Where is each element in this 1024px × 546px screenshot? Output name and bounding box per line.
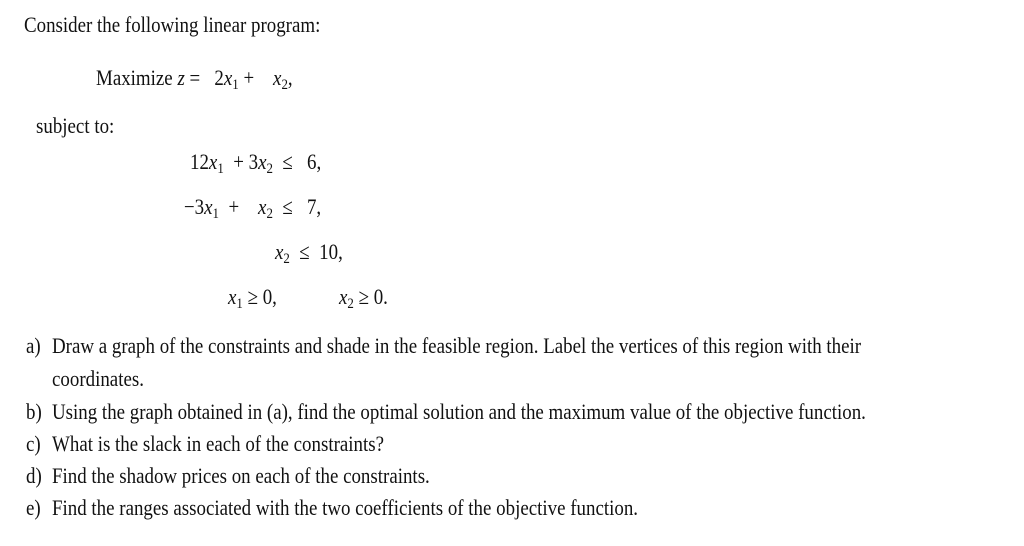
constraint-1-x2: x: [258, 149, 267, 174]
constraint-2-coef-a: −3: [184, 194, 205, 219]
constraint-2-plus: +: [228, 194, 240, 219]
nonneg-x2-sub: 2: [347, 296, 354, 312]
constraint-2-x2-sub: 2: [266, 206, 273, 222]
constraint-2-x1-sub: 1: [212, 206, 219, 222]
constraint-2-x1: x: [204, 194, 213, 219]
question-e-line-1: Find the ranges associated with the two coefficients of the objective function.: [52, 495, 639, 520]
question-a-letter: a): [26, 333, 41, 358]
question-e-letter: e): [26, 495, 41, 520]
nonneg-x1-sub: 1: [236, 296, 243, 312]
constraint-1: [190, 149, 322, 177]
nonneg-x1-var: x: [228, 284, 237, 309]
nonneg-x2-ge: ≥ 0.: [358, 284, 388, 309]
objective-var-z: z: [177, 65, 185, 90]
constraint-1-coef-a: 12: [190, 149, 209, 174]
objective-comma: ,: [287, 65, 293, 90]
objective-function: [96, 65, 293, 93]
constraint-3-x2-sub: 2: [283, 251, 290, 267]
question-a-line-1: Draw a graph of the constraints and shade in the feasible region. Label the vertices of this region with their: [52, 333, 862, 358]
objective-x1: x: [223, 65, 233, 90]
constraint-2-rhs: 7,: [306, 194, 322, 219]
objective-coef-1: 2: [214, 65, 224, 90]
objective-x2: x: [273, 65, 282, 90]
constraint-1-x1: x: [208, 149, 218, 174]
subject-to-label: subject to:: [36, 113, 115, 138]
question-c-letter: c): [26, 431, 41, 456]
constraint-1-rhs: 6,: [306, 149, 322, 174]
question-d-line-1: Find the shadow prices on each of the constraints.: [52, 463, 430, 488]
constraint-2-le: ≤: [282, 194, 293, 219]
nonneg-x2: [339, 284, 388, 312]
constraint-3-rhs: 10,: [319, 239, 343, 264]
question-c-line-1: What is the slack in each of the constraints?: [52, 431, 385, 456]
constraint-1-x2-sub: 2: [266, 161, 273, 177]
constraint-2: [184, 194, 322, 222]
constraint-3-le: ≤: [299, 239, 310, 264]
question-a-line-2: coordinates.: [52, 366, 144, 391]
nonneg-x1-ge: ≥ 0,: [247, 284, 277, 309]
objective-x2-sub: 2: [281, 77, 288, 93]
constraint-1-plus: +: [233, 149, 244, 174]
constraint-1-x1-sub: 1: [217, 161, 224, 177]
nonneg-x2-var: x: [339, 284, 348, 309]
constraint-3-x2: x: [275, 239, 284, 264]
question-b-line-1: Using the graph obtained in (a), find the optimal solution and the maximum value of the objective function.: [52, 399, 866, 424]
question-b-letter: b): [26, 399, 42, 424]
objective-equals: =: [189, 65, 201, 90]
constraint-1-coef-b: 3: [248, 149, 259, 174]
intro-text: Consider the following linear program:: [24, 12, 321, 37]
maximize-label: Maximize: [96, 65, 173, 90]
nonneg-x1: [228, 284, 277, 312]
question-d-letter: d): [26, 463, 42, 488]
objective-x1-sub: 1: [232, 77, 239, 93]
constraint-2-x2: x: [258, 194, 267, 219]
constraint-1-le: ≤: [282, 149, 293, 174]
constraint-3: [275, 239, 343, 267]
objective-plus: +: [243, 65, 255, 90]
